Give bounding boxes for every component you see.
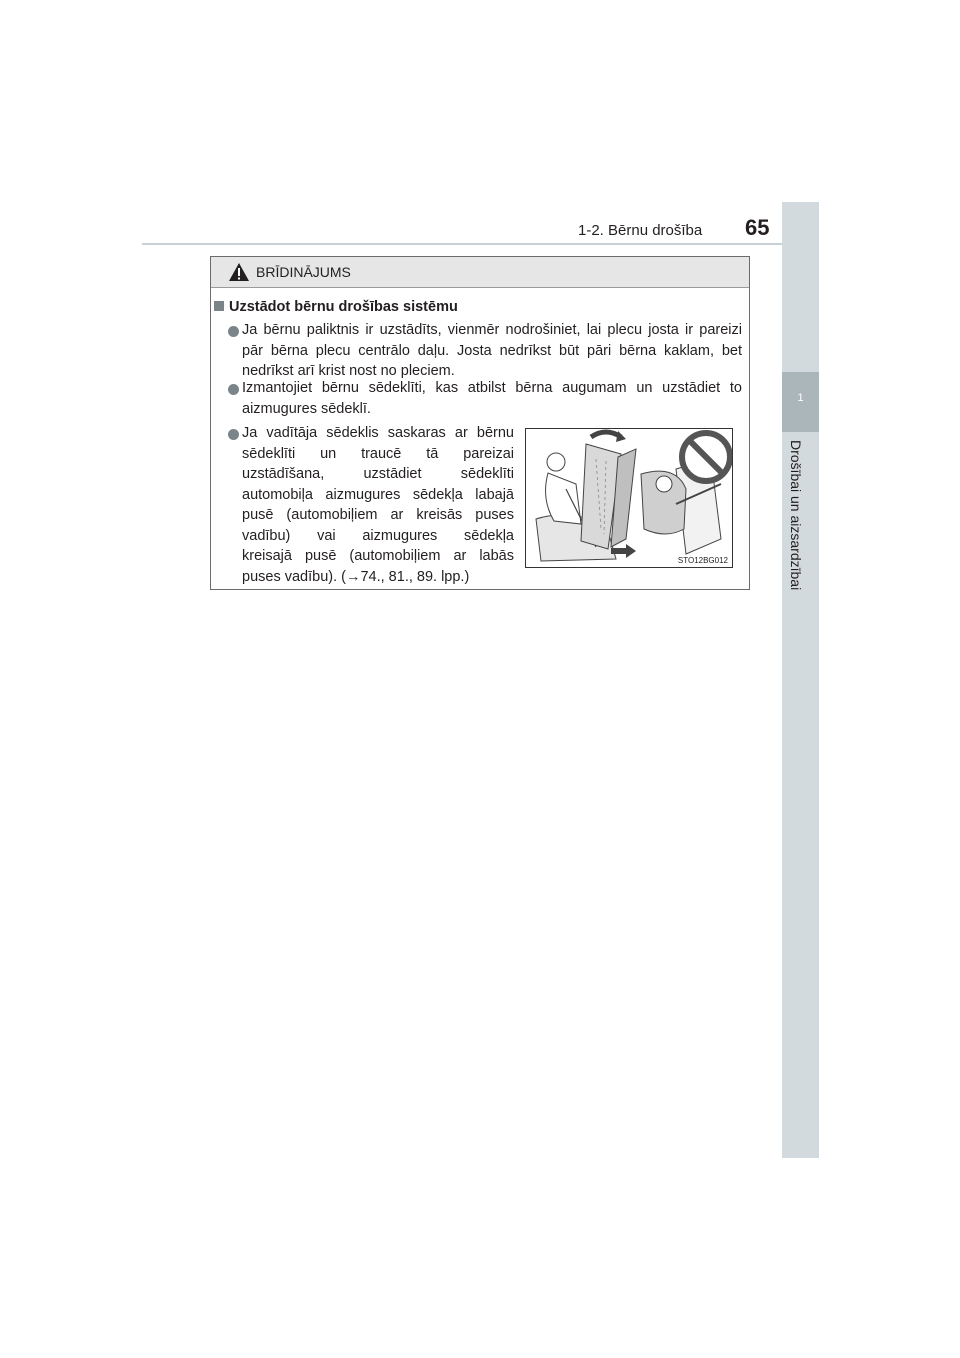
section-title: 1-2. Bērnu drošība (578, 222, 703, 239)
bullet-icon (228, 326, 239, 337)
text-line: puses vadību). (→74., 81., 89. lpp.) (242, 568, 470, 585)
warning-header (211, 257, 749, 288)
side-tab (782, 202, 819, 1158)
header-rule (142, 243, 818, 245)
text-line: uzstādīšana, uzstādiet sēdeklīti (242, 466, 514, 482)
text-line: sēdeklīti un traucē tā pareizai (242, 445, 514, 462)
text-line: automobiļa aizmugures sēdekļa labajā (242, 486, 514, 503)
bullet-icon (228, 384, 239, 395)
square-bullet-icon (214, 301, 224, 311)
warning-subheading (214, 299, 458, 315)
page-number: 65 (745, 215, 770, 240)
chapter-title: Drošībai un aizsardzībai (788, 440, 804, 591)
text-line: nedrīkst arī krist nost no pleciem. (242, 363, 455, 379)
bullet-icon (228, 429, 239, 440)
text-line: Ja bērnu paliktnis ir uzstādīts, vienmēr nodrošiniet, lai plecu josta ir pareizi (242, 322, 742, 338)
text-line: Izmantojiet bērnu sēdeklīti, kas atbilst bērna augumam un uzstādiet to (242, 380, 742, 396)
illustration-code: STO12BG012 (677, 556, 728, 565)
bullet-paragraph-1 (242, 320, 742, 382)
text-line: Ja vadītāja sēdeklis saskaras ar bērnu (242, 425, 514, 441)
text-line: aizmugures sēdeklī. (242, 400, 371, 417)
warning-triangle-icon (228, 262, 250, 282)
text-line: kreisajā pusē (automobiļiem ar labās (242, 548, 514, 564)
seat-illustration-drawing (526, 429, 732, 567)
chapter-number: 1 (797, 392, 804, 404)
warning-label: BRĪDINĀJUMS (256, 264, 351, 280)
bullet-paragraph-2 (242, 378, 742, 419)
subheading-text: Uzstādot bērnu drošības sistēmu (229, 299, 458, 315)
illustration-seat-conflict (525, 428, 733, 568)
text-line: pār bērna plecu centrālo daļu. Josta nedrīkst būt pāri bērna kaklam, bet (242, 342, 742, 359)
text-line: vadību) vai aizmugures sēdekļa (242, 527, 514, 544)
text-line: pusē (automobiļiem ar kreisās puses (242, 507, 514, 523)
bullet-paragraph-3 (242, 423, 514, 587)
